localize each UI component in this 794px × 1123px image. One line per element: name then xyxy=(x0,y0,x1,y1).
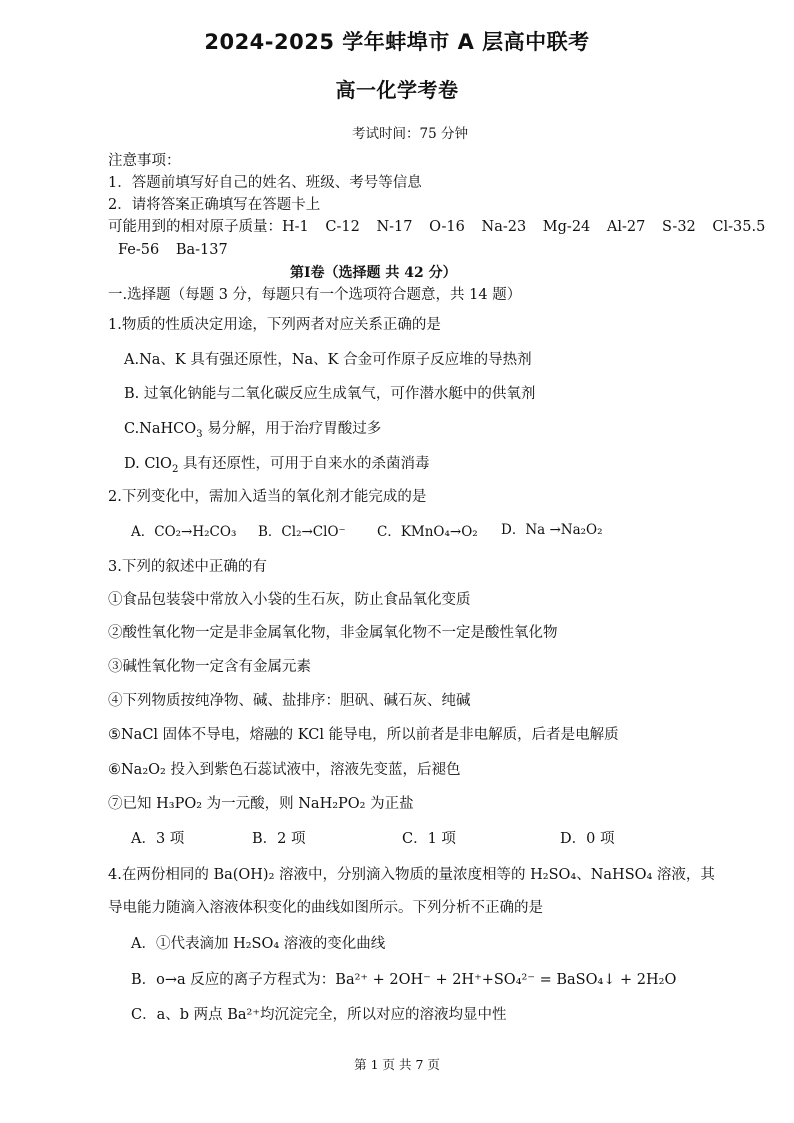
q2-option-b: B．Cl₂→ClO⁻ xyxy=(258,524,346,540)
atomic-mass: Al-27 xyxy=(606,219,646,235)
q2-option-a: A．CO₂→H₂CO₃ xyxy=(131,524,237,540)
section-instruction: 一.选择题（每题 3 分，每题只有一个选项符合题意，共 14 题） xyxy=(108,287,522,303)
atomic-mass-line xyxy=(108,219,765,236)
q3-statement-4: ④下列物质按纯净物、碱、盐排序：胆矾、碱石灰、纯碱 xyxy=(108,693,471,709)
atomic-mass: Na-23 xyxy=(481,219,527,235)
q1-c-text: C.NaHCO xyxy=(124,421,197,437)
q1-c-sub: 3 xyxy=(196,428,203,440)
atomic-mass: Ba-137 xyxy=(175,242,228,258)
q3-statement-5: ⑤NaCl 固体不导电，熔融的 KCl 能导电，所以前者是非电解质，后者是电解质 xyxy=(108,727,619,743)
q1-option-a: A.Na、K 具有强还原性，Na、K 合金可作原子反应堆的导热剂 xyxy=(124,352,532,368)
atomic-mass: O-16 xyxy=(429,219,465,235)
atomic-mass: S-32 xyxy=(661,219,696,235)
exam-time: 考试时间：75 分钟 xyxy=(352,126,468,142)
q1-d-sub: 2 xyxy=(171,463,179,475)
q3-statement-3: ③碱性氧化物一定含有金属元素 xyxy=(108,659,311,675)
note-item-1: 1．答题前填写好自己的姓名、班级、考号等信息 xyxy=(108,175,422,191)
q2-option-d: D．Na →Na₂O₂ xyxy=(501,522,603,538)
q1-c-tail: 易分解，用于治疗胃酸过多 xyxy=(202,421,382,437)
q3-stem: 3.下列的叙述中正确的有 xyxy=(108,559,267,575)
exam-title: 2024-2025 学年蚌埠市 A 层高中联考 xyxy=(204,30,590,54)
q1-option-c xyxy=(124,421,381,438)
q4-option-b: B．o→a 反应的离子方程式为：Ba²⁺ + 2OH⁻ + 2H⁺+SO₄²⁻ = BaSO₄↓ + 2H₂O xyxy=(131,972,677,988)
q3-statement-7: ⑦已知 H₃PO₂ 为一元酸，则 NaH₂PO₂ 为正盐 xyxy=(108,796,414,812)
atomic-mass-line-2 xyxy=(118,242,228,259)
q4-option-a: A．①代表滴加 H₂SO₄ 溶液的变化曲线 xyxy=(131,936,386,952)
atomic-mass: H-1 xyxy=(282,219,309,235)
q3-option-c: C．1 项 xyxy=(402,831,456,847)
section-title: 第Ⅰ卷（选择题 共 42 分） xyxy=(290,265,457,281)
q2-option-c: C．KMnO₄→O₂ xyxy=(377,524,478,540)
q1-stem: 1.物质的性质决定用途，下列两者对应关系正确的是 xyxy=(108,317,441,333)
q2-stem: 2.下列变化中，需加入适当的氧化剂才能完成的是 xyxy=(108,489,427,505)
atomic-mass-prefix: 可能用到的相对原子质量： xyxy=(108,219,282,235)
q1-d-text: D. ClO xyxy=(124,456,172,472)
q3-option-b: B．2 项 xyxy=(252,831,306,847)
atomic-mass: N-17 xyxy=(376,219,413,235)
q1-d-tail: 具有还原性，可用于自来水的杀菌消毒 xyxy=(178,456,430,472)
q3-statement-1: ①食品包装袋中常放入小袋的生石灰，防止食品氧化变质 xyxy=(108,592,471,608)
atomic-mass: Mg-24 xyxy=(542,219,591,235)
atomic-mass: Cl-35.5 xyxy=(712,219,766,235)
note-item-2: 2．请将答案正确填写在答题卡上 xyxy=(108,197,321,213)
atomic-mass: Fe-56 xyxy=(118,242,160,258)
q3-option-d: D．0 项 xyxy=(560,831,615,847)
notes-heading: 注意事项： xyxy=(108,153,181,169)
q4-option-c: C．a、b 两点 Ba²⁺均沉淀完全，所以对应的溶液均显中性 xyxy=(131,1007,507,1023)
atomic-mass: C-12 xyxy=(325,219,360,235)
q3-option-a: A．3 项 xyxy=(131,831,185,847)
q4-stem-line-2: 导电能力随滴入溶液体积变化的曲线如图所示。下列分析不正确的是 xyxy=(108,900,543,916)
q1-option-b: B. 过氧化钠能与二氧化碳反应生成氧气，可作潜水艇中的供氧剂 xyxy=(124,386,536,402)
q4-stem-line-1: 4.在两份相同的 Ba(OH)₂ 溶液中，分别滴入物质的量浓度相等的 H₂SO₄、NaHSO₄ 溶液，其 xyxy=(108,867,715,883)
q1-option-d xyxy=(124,456,430,473)
page-footer: 第 1 页 共 7 页 xyxy=(354,1057,440,1072)
q3-statement-6: ⑥Na₂O₂ 投入到紫色石蕊试液中，溶液先变蓝，后褪色 xyxy=(108,762,461,778)
exam-subtitle: 高一化学考卷 xyxy=(335,78,459,102)
q3-statement-2: ②酸性氧化物一定是非金属氧化物，非金属氧化物不一定是酸性氧化物 xyxy=(108,625,558,641)
